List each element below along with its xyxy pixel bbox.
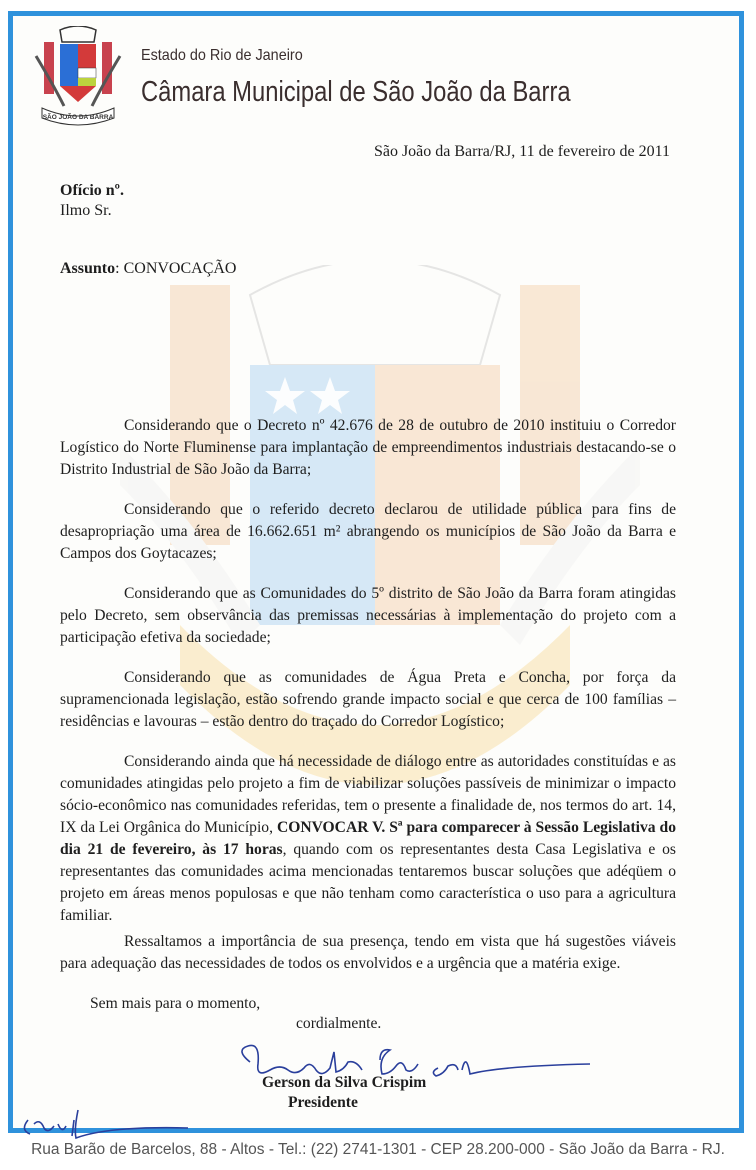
emphasis-paragraph: Ressaltamos a importância de sua presença, tendo em vista que há sugestões viáveis para adequação das necessidades de todos os envolvidos e a urgência que a matéria exige. xyxy=(60,933,676,972)
coat-of-arms-emblem xyxy=(34,26,122,134)
footer-address: Rua Barão de Barcelos, 88 - Altos - Tel.: (22) 2741-1301 - CEP 28.200-000 - São João da Barra - RJ. xyxy=(31,1141,725,1158)
closing-line: Sem mais para o momento, xyxy=(90,995,261,1012)
convocation-text: Considerando ainda que há necessidade de diálogo entre as autoridades constituídas e as comunidades atingidas pelo projeto a fim de viabilizar soluções passíveis de minimizar o impacto sócio-econômico nas comunidades referidas, tem o presente a finalidade de, nos termos do art. 14, IX da Lei Orgânica do Município, xyxy=(60,753,676,836)
subject-label: Assunto xyxy=(60,260,116,277)
convocation-text-after: , quando com os representantes desta Casa Legislativa e os representantes das comunidades acima mencionadas tentaremos buscar soluções que adéqüem o projeto em áreas menos populosas e que não tenham como característica o uso para a agricultura familiar. xyxy=(60,841,676,924)
paragraph: Considerando que as Comunidades do 5º distrito de São João da Barra foram atingidas pelo Decreto, sem observância das premissas necessárias à implementação do projeto com a participação efetiva da sociedade; xyxy=(60,585,676,646)
subject-line xyxy=(60,260,236,278)
letterhead-state: Estado do Rio de Janeiro xyxy=(141,47,303,64)
paragraph: Considerando que as comunidades de Água Preta e Concha, por força da supramencionada legislação, estão sofrendo grande impacto social e que cerca de 100 famílias – residências e lavouras – estão dentro do traçado do Corredor Logístico; xyxy=(60,669,676,730)
subject-value: : CONVOCAÇÃO xyxy=(115,260,237,277)
salutation: Ilmo Sr. xyxy=(60,202,112,219)
paragraph: Considerando que o referido decreto declarou de utilidade pública para fins de desapropriação uma área de 16.662.651 m² abrangendo os municípios de São João da Barra e Campos dos Goytacazes; xyxy=(60,501,676,562)
emblem-label: SÃO JOÃO DA BARRA xyxy=(42,114,114,121)
oficio-number: Ofício nº. xyxy=(60,182,124,199)
letterhead-institution: Câmara Municipal de São João da Barra xyxy=(141,76,571,108)
date-line: São João da Barra/RJ, 11 de fevereiro de 2011 xyxy=(373,143,670,160)
handwritten-initials xyxy=(18,1100,198,1140)
closing-regards: cordialmente. xyxy=(296,1015,382,1032)
signer-role: Presidente xyxy=(288,1094,358,1111)
paragraph: Considerando que o Decreto nº 42.676 de 28 de outubro de 2010 instituiu o Corredor Logístico do Norte Fluminense para implantação de empreendimentos industriais destacando-se o Distrito Industrial de São João da Barra; xyxy=(60,417,676,478)
signer-name: Gerson da Silva Crispim xyxy=(262,1074,427,1091)
letter-body xyxy=(60,415,676,993)
convocation-bold: CONVOCAR V. Sª para comparecer à Sessão Legislativa do dia 21 de fevereiro, às 17 horas xyxy=(60,819,677,858)
convocation-paragraph xyxy=(60,751,676,927)
